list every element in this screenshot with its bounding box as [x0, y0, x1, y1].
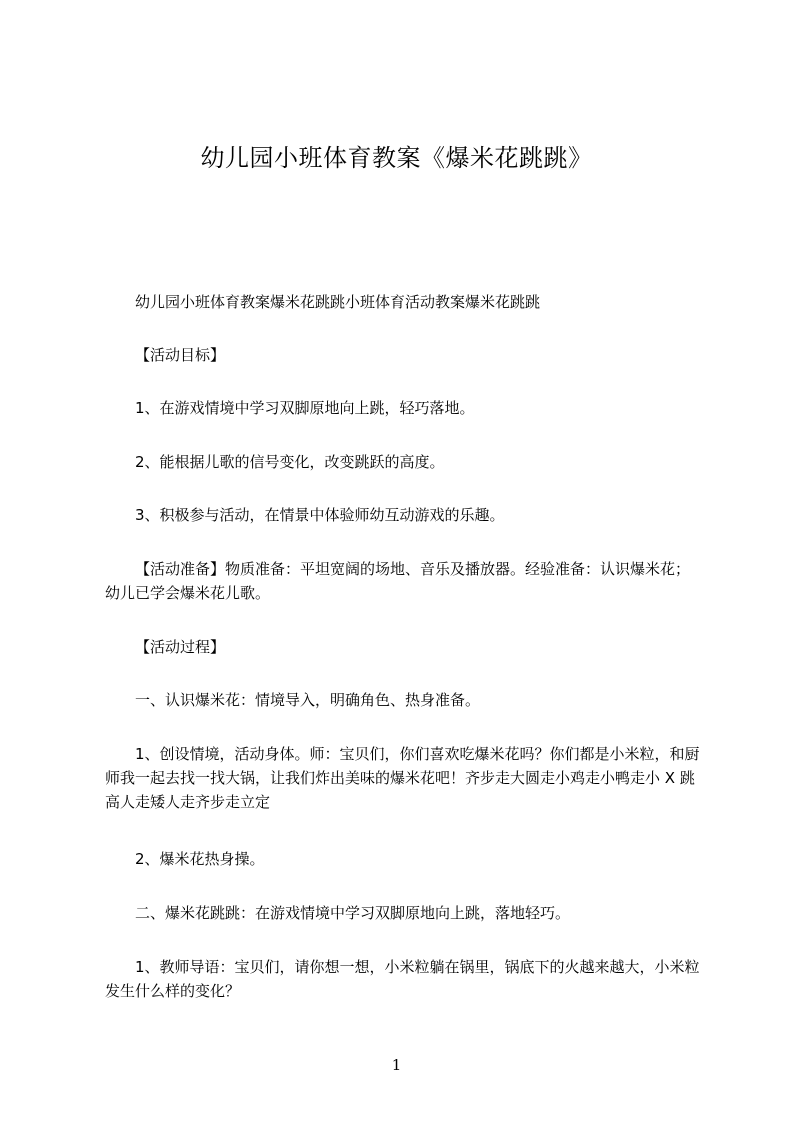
page-number: 1 — [391, 1056, 402, 1074]
goal-item-1: 1、在游戏情境中学习双脚原地向上跳，轻巧落地。 — [135, 399, 475, 417]
goal-item-2: 2、能根据儿歌的信号变化，改变跳跃的高度。 — [135, 453, 445, 471]
section-heading-goals: 【活动目标】 — [135, 346, 226, 364]
goal-item-3: 3、积极参与活动，在情景中体验师幼互动游戏的乐趣。 — [135, 506, 505, 524]
preparation-paragraph: 【活动准备】物质准备：平坦宽阔的场地、音乐及播放器。经验准备：认识爆米花；幼儿已学会爆米花儿歌。 — [105, 560, 691, 602]
process-step-2-heading: 二、爆米花跳跳：在游戏情境中学习双脚原地向上跳，落地轻巧。 — [135, 904, 571, 922]
process-step-1-detail-1: 1、创设情境，活动身体。师：宝贝们，你们喜欢吃爆米花吗？你们都是小米粒，和厨师我一起去找一找大锅，让我们炸出美味的爆米花吧！齐步走大圆走小鸡走小鸭走小 X 跳高人走矮人走齐步走立定 — [105, 745, 700, 811]
process-step-2-detail-1: 1、教师导语：宝贝们，请你想一想，小米粒躺在锅里，锅底下的火越来越大，小米粒发生什么样的变化？ — [105, 958, 700, 1000]
intro-paragraph: 幼儿园小班体育教案爆米花跳跳小班体育活动教案爆米花跳跳 — [135, 293, 541, 311]
document-title: 幼儿园小班体育教案《爆米花跳跳》 — [200, 144, 593, 172]
section-heading-process: 【活动过程】 — [135, 638, 226, 656]
process-step-1-heading: 一、认识爆米花：情境导入，明确角色、热身准备。 — [135, 691, 481, 709]
process-step-1-detail-2: 2、爆米花热身操。 — [135, 850, 265, 868]
